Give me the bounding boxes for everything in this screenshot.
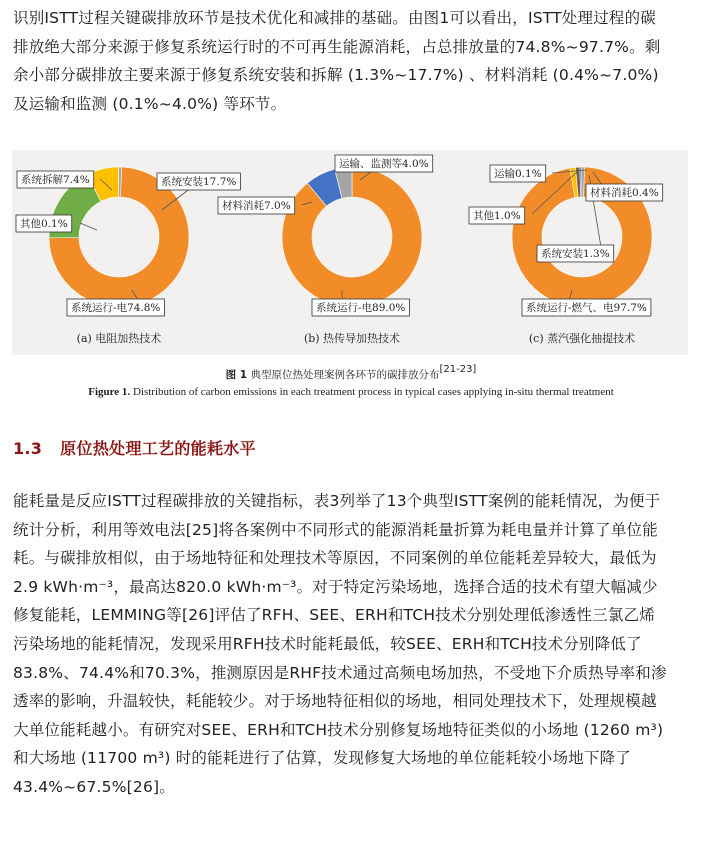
slice-label: 其他0.1% (20, 218, 68, 230)
slice-label: 系统拆解7.4% (21, 174, 90, 186)
leader-line (80, 223, 97, 230)
text-line: 能耗量是反应ISTT过程碳排放的关键指标，表3列举了13个典型ISTT案例的能耗情况，为便于 (13, 492, 661, 510)
text-line: 污染场地的能耗情况，发现采用RFH技术时能耗最低，较SEE、ERH和TCH技术分别降低了 (13, 634, 642, 653)
caption-en-label: Figure 1. (88, 386, 131, 398)
text-line: 大单位能耗越小。有研究对SEE、ERH和TCH技术分别修复场地特征类似的小场地 (1260 m³) (13, 720, 664, 739)
donut-chart-1 (16, 167, 240, 345)
text-line: 余小部分碳排放主要来源于修复系统安装和拆解 (1.3%~17.7%) 、材料消耗 (0.4%~7.0%) (13, 66, 659, 85)
donut-chart-3 (469, 165, 663, 345)
text-line: 统计分析，利用等效电法[25]将各案例中不同形式的能源消耗量折算为耗电量并计算了单位能 (13, 520, 658, 539)
slice-label: 系统运行-电74.8% (71, 302, 161, 314)
donut-charts-svg (12, 150, 688, 355)
slice-label: 运输、监测等4.0% (339, 158, 429, 170)
text-line: 及运输和监测 (0.1%~4.0%) 等环节。 (13, 94, 287, 113)
paragraph-intro (13, 4, 693, 118)
slice-label: 运输0.1% (494, 168, 542, 180)
chart-subtitle: (a) 电阻加热技术 (76, 332, 162, 345)
slice-label: 系统运行-电89.0% (316, 302, 406, 314)
section-title: 原位热处理工艺的能耗水平 (60, 439, 256, 458)
slice-label: 系统安装17.7% (161, 176, 237, 188)
chart-subtitle: (b) 热传导加热技术 (303, 332, 401, 345)
text-line: 透率的影响，升温较快，耗能较少。对于场地特征相似的场地，相同处理技术下，处理规模越 (13, 692, 657, 711)
text-line: 83.8%、74.4%和70.3%，推测原因是RHF技术通过高频电场加热，不受地下介质热导率和渗 (13, 663, 667, 682)
caption-zh-label: 图 1 (225, 369, 248, 381)
slice-label: 系统运行-燃气、电97.7% (526, 302, 647, 314)
text-line: 和大场地 (11700 m³) 时的能耗进行了估算，发现修复大场地的单位能耗较小场地下降了 (13, 749, 631, 768)
slice-label: 材料消耗0.4% (590, 187, 659, 199)
caption-zh-ref[interactable]: [21-23] (439, 363, 477, 375)
slice-label: 其他1.0% (473, 210, 521, 222)
donut-chart-2 (218, 155, 433, 345)
caption-en-text: Distribution of carbon emissions in each treatment process in typical cases applying in-situ thermal treatment (132, 386, 614, 398)
text-line: 2.9 kWh·m⁻³，最高达820.0 kWh·m⁻³。对于特定污染场地，选择合适的技术有望大幅减少 (13, 577, 658, 596)
text-line: 43.4%~67.5%[26]。 (13, 777, 175, 796)
text-line: 排放绝大部分来源于修复系统运行时的不可再生能源消耗，占总排放量的74.8%~97.7%。剩 (13, 37, 661, 56)
slice-label: 系统安装1.3% (541, 248, 610, 260)
text-line: 识别ISTT过程关键碳排放环节是技术优化和减排的基础。由图1可以看出，ISTT处理过程的碳 (13, 9, 657, 27)
section-number: 1.3 (13, 439, 43, 458)
chart-subtitle: (c) 蒸汽强化抽提技术 (528, 332, 636, 345)
section-heading (13, 436, 256, 459)
figure-caption-zh (0, 363, 702, 382)
text-line: 修复能耗，LEMMING等[26]评估了RFH、SEE、ERH和TCH技术分别处理低渗透性三氯乙烯 (13, 606, 655, 625)
caption-zh-text: 典型原位热处理案例各环节的碳排放分布 (250, 369, 440, 381)
figure-caption-en (0, 386, 702, 398)
slice-label: 材料消耗7.0% (222, 200, 291, 212)
figure-donut-charts (12, 150, 688, 355)
paragraph-energy (13, 487, 693, 802)
text-line: 耗。与碳排放相似，由于场地特征和处理技术等原因，不同案例的单位能耗差异较大，最低为 (13, 549, 657, 568)
